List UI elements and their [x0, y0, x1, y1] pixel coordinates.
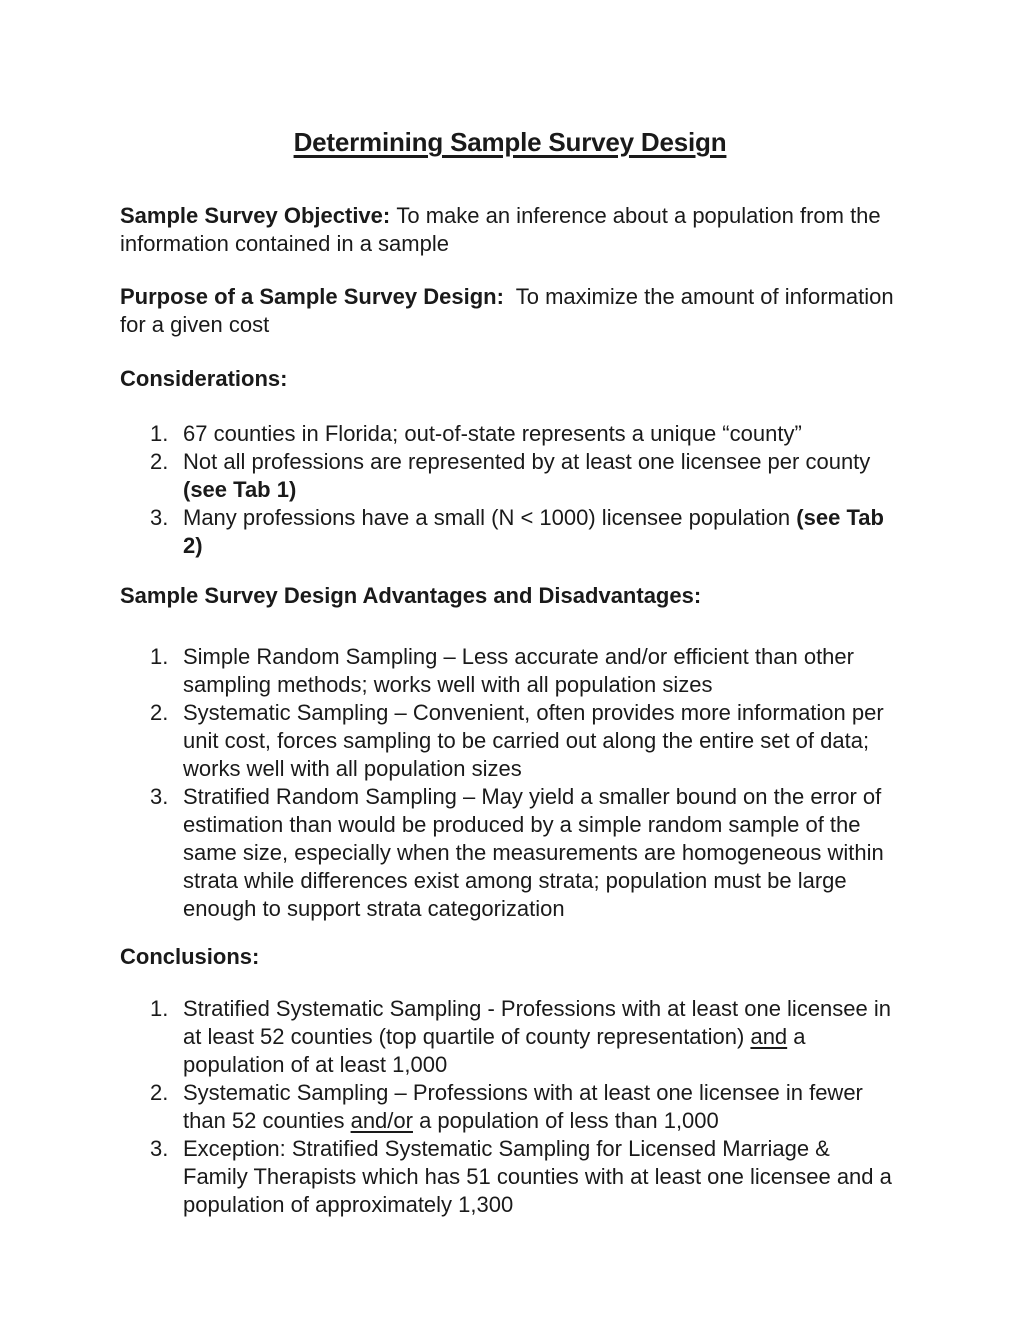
- purpose-paragraph: [120, 283, 900, 339]
- list-item-text: [183, 995, 900, 1079]
- considerations-list: [150, 420, 900, 560]
- list-item: [150, 699, 900, 783]
- list-item-number: 1.: [150, 996, 169, 1021]
- list-item-number: 3.: [150, 784, 169, 809]
- text-segment: and: [750, 1024, 788, 1049]
- list-item: [150, 783, 900, 923]
- text-segment: and/or: [350, 1108, 413, 1133]
- list-item-text: [183, 643, 900, 699]
- text-segment: a population of less than 1,000: [412, 1108, 719, 1133]
- list-item-number: 3.: [150, 505, 169, 530]
- conclusions-heading: Conclusions:: [120, 944, 260, 969]
- list-item-text: [183, 783, 900, 923]
- list-item-number: 2.: [150, 700, 169, 725]
- list-item-number: 2.: [150, 1080, 169, 1105]
- list-item: [150, 448, 900, 504]
- text-segment: To maximize the amount of information for a given cost: [120, 284, 900, 337]
- text-segment: Purpose of a Sample Survey Design:: [120, 284, 504, 309]
- text-segment: To make an inference about a population from the information contained in a sample: [120, 203, 887, 256]
- list-item-number: 3.: [150, 1136, 169, 1161]
- text-segment: Exception: Stratified Systematic Sampling for Licensed Marriage & Family Therapists which has 51 counties with at least one licensee and a population of approximately 1,300: [183, 1136, 898, 1217]
- text-segment: Systematic Sampling – Convenient, often provides more information per unit cost, forces sampling to be carried out along the entire set of data; works well with all population sizes: [183, 700, 890, 781]
- list-item: [150, 420, 900, 448]
- list-item-text: [183, 1135, 900, 1219]
- list-item-text: [183, 699, 900, 783]
- list-item-text: [183, 504, 900, 560]
- list-item-text: [183, 448, 900, 504]
- page-title: Determining Sample Survey Design: [293, 127, 727, 157]
- text-segment: a population of at least 1,000: [183, 1024, 812, 1077]
- list-item-text: [183, 1079, 900, 1135]
- text-segment: 67 counties in Florida; out-of-state represents a unique “county”: [183, 421, 802, 446]
- advantages-disadvantages-list: [150, 643, 900, 923]
- text-segment: Many professions have a small (N < 1000) licensee population: [183, 505, 797, 530]
- list-item-number: 1.: [150, 644, 169, 669]
- text-segment: Stratified Systematic Sampling - Professions with at least one licensee in at least 52 counties (top quartile of county representation): [183, 996, 898, 1049]
- list-item-number: 1.: [150, 421, 169, 446]
- list-item: [150, 1079, 900, 1135]
- list-item-number: 2.: [150, 449, 169, 474]
- list-item: [150, 643, 900, 699]
- conclusions-list: [150, 995, 900, 1219]
- text-segment: Simple Random Sampling – Less accurate and/or efficient than other sampling methods; works well with all population sizes: [183, 644, 861, 697]
- list-item-text: [183, 420, 900, 448]
- objective-paragraph: [120, 202, 900, 258]
- list-item: [150, 995, 900, 1079]
- considerations-heading: Considerations:: [120, 366, 288, 391]
- text-segment: Stratified Random Sampling – May yield a smaller bound on the error of estimation than would be produced by a simple random sample of the same size, especially when the measurements are homogeneous within strata while differences exist among strata; population must be large enough to support strata categorization: [183, 784, 890, 921]
- text-segment: (see Tab 1): [183, 477, 297, 502]
- advantages-disadvantages-heading: Sample Survey Design Advantages and Disadvantages:: [120, 583, 702, 608]
- text-segment: Sample Survey Objective:: [120, 203, 397, 228]
- text-segment: Systematic Sampling – Professions with at least one licensee in fewer than 52 counties: [183, 1080, 870, 1133]
- text-segment: (see Tab 2): [183, 505, 891, 558]
- text-segment: Not all professions are represented by at least one licensee per county: [183, 449, 877, 474]
- list-item: [150, 504, 900, 560]
- list-item: [150, 1135, 900, 1219]
